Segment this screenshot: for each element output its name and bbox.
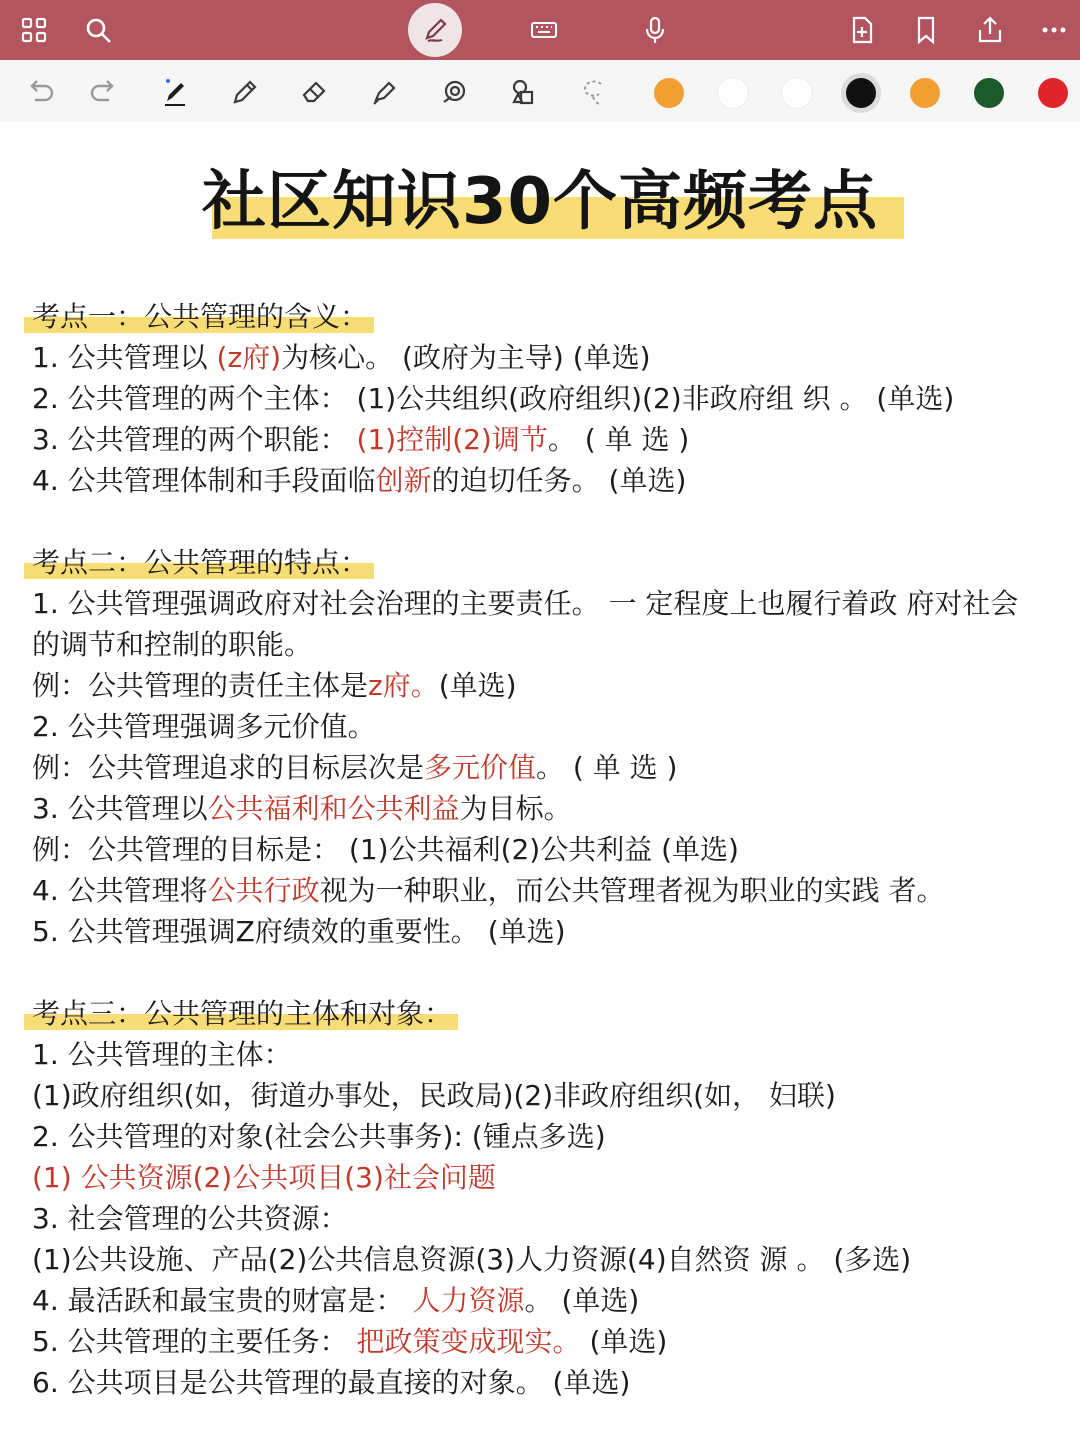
highlighted-answer: 公共行政 <box>207 874 320 907</box>
note-content <box>32 296 1072 1403</box>
section-heading-line <box>32 993 1072 1034</box>
highlighted-answer: (1)控制(2)调节 <box>356 423 548 456</box>
line-text: 2. 公共管理的两个主体： (1)公共组织(政府组织)(2)非政府组 织 。 (单选) <box>32 382 955 415</box>
line-text: (单选) <box>580 1325 668 1358</box>
line-text: 例：公共管理追求的目标层次是 <box>32 751 425 784</box>
pencil-icon[interactable] <box>222 70 266 114</box>
line-text: 的迫切任务。 (单选) <box>431 464 687 497</box>
undo-icon[interactable] <box>18 70 62 114</box>
note-line <box>32 1239 1072 1280</box>
note-line <box>32 1321 1072 1362</box>
section-heading <box>32 542 368 583</box>
section-heading <box>32 296 368 337</box>
note-line <box>32 747 1072 788</box>
note-line <box>32 624 1072 665</box>
line-text: 。 ( 单 选 ) <box>536 751 678 784</box>
line-text: 为核心。 (政府为主导) (单选) <box>281 341 651 374</box>
section-heading-line <box>32 542 1072 583</box>
color-swatch-white-1[interactable] <box>718 78 748 108</box>
line-text: 1. 公共管理以 <box>32 341 217 374</box>
page-title: 社区知识30个高频考点 <box>201 165 879 239</box>
grid-icon[interactable] <box>10 6 58 54</box>
line-text: 为目标。 <box>459 792 572 825</box>
note-line <box>32 419 1072 460</box>
line-text: 6. 公共项目是公共管理的最直接的对象。 (单选) <box>32 1366 631 1399</box>
note-line <box>32 1198 1072 1239</box>
line-text: (单选) <box>438 669 517 702</box>
line-text: 3. 公共管理的两个职能： <box>32 423 357 456</box>
note-line <box>32 1362 1072 1403</box>
note-line <box>32 378 1072 419</box>
lasso-icon[interactable] <box>572 70 616 114</box>
note-line <box>32 337 1072 378</box>
line-text: 4. 公共管理将 <box>32 874 208 907</box>
highlighted-answer: 多元价值 <box>424 751 537 784</box>
note-line <box>32 1157 1072 1198</box>
line-text: 的调节和控制的职能。 <box>32 628 313 661</box>
fountain-pen-icon[interactable] <box>152 70 196 114</box>
note-line <box>32 911 1072 952</box>
color-swatch-orange-2[interactable] <box>910 78 940 108</box>
highlighter-icon[interactable] <box>362 70 406 114</box>
section-heading-text: 考点二：公共管理的特点： <box>32 546 369 579</box>
section-spacer <box>32 952 1072 993</box>
note-line <box>32 1116 1072 1157</box>
color-swatch-red[interactable] <box>1038 78 1068 108</box>
section-heading-text: 考点三：公共管理的主体和对象： <box>32 997 453 1030</box>
line-text: (1)政府组织(如，街道办事处，民政局)(2)非政府组织(如， 妇联) <box>32 1079 836 1112</box>
note-line <box>32 665 1072 706</box>
line-text: 2. 公共管理强调多元价值。 <box>32 710 376 743</box>
line-text: 4. 公共管理体制和手段面临 <box>32 464 376 497</box>
note-line <box>32 460 1072 501</box>
highlighted-answer: (z府) <box>216 341 282 374</box>
note-line <box>32 1280 1072 1321</box>
note-line <box>32 788 1072 829</box>
highlighted-answer: 人力资源 <box>412 1284 525 1317</box>
drawing-toolbar <box>0 60 1080 122</box>
microphone-icon[interactable] <box>631 6 679 54</box>
eraser-icon[interactable] <box>292 70 336 114</box>
top-app-bar <box>0 0 1080 60</box>
keyboard-icon[interactable] <box>520 6 568 54</box>
share-icon[interactable] <box>966 6 1014 54</box>
note-line <box>32 1034 1072 1075</box>
note-line <box>32 1075 1072 1116</box>
line-text: 2. 公共管理的对象(社会公共事务): (锺点多选) <box>32 1120 606 1153</box>
more-icon[interactable] <box>1030 6 1078 54</box>
redo-icon[interactable] <box>82 70 126 114</box>
section-spacer <box>32 501 1072 542</box>
line-text: 5. 公共管理的主要任务： <box>32 1325 357 1358</box>
section-heading <box>32 993 452 1034</box>
line-text: (1)公共设施、产品(2)公共信息资源(3)人力资源(4)自然资 源 。 (多选) <box>32 1243 912 1276</box>
add-page-icon[interactable] <box>838 6 886 54</box>
line-text: 4. 最活跃和最宝贵的财富是： <box>32 1284 413 1317</box>
line-text: 。 (单选) <box>524 1284 640 1317</box>
section-heading-line <box>32 296 1072 337</box>
note-line <box>32 583 1072 624</box>
note-line <box>32 829 1072 870</box>
line-text: 视为一种职业，而公共管理者视为职业的实践 者。 <box>319 874 945 907</box>
line-text: 例：公共管理的责任主体是 <box>32 669 369 702</box>
color-swatch-white-2[interactable] <box>782 78 812 108</box>
line-text: 1. 公共管理强调政府对社会治理的主要责任。 一 定程度上也履行着政 府对社会 <box>32 587 1019 620</box>
line-text: 例：公共管理的目标是： (1)公共福利(2)公共利益 (单选) <box>32 833 739 866</box>
line-text: 1. 公共管理的主体： <box>32 1038 292 1071</box>
elements-icon[interactable] <box>502 70 546 114</box>
highlighted-answer: z府。 <box>368 669 439 702</box>
highlighted-answer: (1) 公共资源(2)公共项目(3)社会问题 <box>32 1161 496 1194</box>
line-text: 。 ( 单 选 ) <box>547 423 690 456</box>
color-swatch-orange-1[interactable] <box>654 78 684 108</box>
bookmark-icon[interactable] <box>902 6 950 54</box>
note-line <box>32 706 1072 747</box>
pen-mode-icon[interactable] <box>408 3 462 57</box>
section-heading-text: 考点一：公共管理的含义： <box>32 300 369 333</box>
note-line <box>32 870 1072 911</box>
color-swatch-dark-green[interactable] <box>974 78 1004 108</box>
line-text: 5. 公共管理强调Z府绩效的重要性。 (单选) <box>32 915 566 948</box>
search-icon[interactable] <box>74 6 122 54</box>
highlighted-answer: 创新 <box>375 464 432 497</box>
line-text: 3. 公共管理以 <box>32 792 208 825</box>
line-text: 3. 社会管理的公共资源： <box>32 1202 348 1235</box>
color-swatch-black[interactable] <box>846 78 876 108</box>
highlighted-answer: 把政策变成现实。 <box>356 1325 581 1358</box>
shapes-icon[interactable] <box>432 70 476 114</box>
highlighted-answer: 公共福利和公共利益 <box>207 792 460 825</box>
